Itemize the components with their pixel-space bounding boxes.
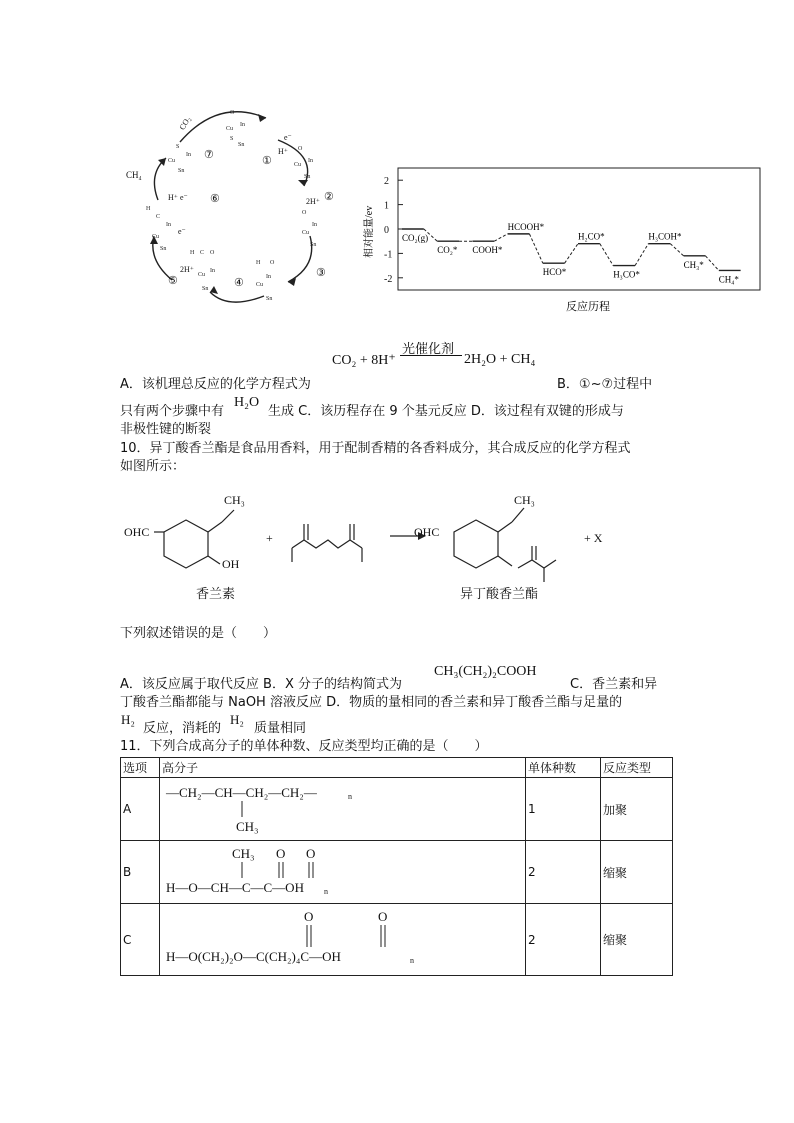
step-1: ① [262,155,272,167]
row-a-count: 1 [526,778,601,841]
svg-text:Cu: Cu [226,126,234,132]
species-label: COOH* [472,245,503,256]
table-header-row [121,758,673,778]
ch4-label: CH₄ [126,170,142,180]
two-h-label-2: 2H⁺ [180,265,194,274]
product-name: 异丁酸香兰酯 [460,586,539,601]
row-c-count: 2 [526,904,601,976]
vanillin-ohc: OHC [124,525,150,539]
svg-text:In: In [240,122,245,128]
vanillin-oh: OH [222,557,240,571]
equation-catalyst: 光催化剂 [402,341,455,356]
polymer-c-structure [162,905,452,971]
q10-answer-line2: 丁酸香兰酯都能与 NaOH 溶液反应 D．物质的量相同的香兰素和异丁酸香兰酯与足量的 [120,695,623,710]
co2-label: CO₂ [177,114,193,132]
svg-text:O: O [306,845,316,861]
product-ch3: CH₃ [514,493,535,507]
table-row [121,778,673,841]
svg-text:S: S [230,136,234,142]
q11-table [120,757,673,976]
row-b-polymer [160,841,526,904]
step-6: ⑥ [210,193,220,205]
svg-text:In: In [308,158,313,164]
product-ohc: OHC [414,525,440,539]
table-row [121,841,673,904]
svg-text:H: H [146,206,151,212]
svg-text:O: O [210,250,215,256]
svg-text:O: O [304,909,314,924]
reaction-equation [332,338,562,370]
step-3: ③ [316,267,326,279]
h-label-1: H⁺ [278,147,288,156]
table-row [121,904,673,976]
svg-text:In: In [266,274,271,280]
step-4: ④ [234,277,244,289]
energy-connector [705,256,718,271]
svg-text:C: C [156,214,161,220]
equation-arrow [400,355,462,356]
svg-text:O: O [270,260,275,266]
row-c-polymer [160,904,526,976]
svg-text:Sn: Sn [266,296,273,302]
step-5: ⑤ [168,275,178,287]
svg-text:Cu: Cu [152,234,160,240]
vanillin-ring [164,520,208,568]
chart-frame [398,168,760,290]
two-h-label-1: 2H⁺ [306,197,320,206]
q10-answer-line3-a: 反应，消耗的 [143,721,222,736]
svg-text:In: In [166,222,171,228]
q10-question: 下列叙述错误的是（ ） [120,626,277,641]
svg-text:Sn: Sn [178,168,185,174]
row-c-option: C [121,904,160,976]
q9-option-b: B．①~⑦过程中 [557,377,653,392]
q10-stem-2: 如图所示： [120,459,186,474]
energy-connector [635,244,648,266]
anhydride-chain [292,540,362,548]
species-label: CH₄* [718,274,739,285]
q11-stem: 11．下列合成高分子的单体种数、反应类型均正确的是（ ） [120,739,488,754]
q10-h2-2: H₂ [230,712,244,727]
cycle-arc-top [177,112,266,142]
svg-text:In: In [210,268,215,274]
svg-text:O: O [302,210,307,216]
species-label: HCO* [542,267,567,278]
equation-left: CO₂ + 8H⁺ [332,353,396,368]
row-a-type: 加聚 [601,778,673,841]
chart-xlabel: 反应历程 [566,301,610,313]
hplus-e-label: H⁺ e⁻ [168,193,188,202]
svg-text:Cu: Cu [294,162,302,168]
step-7: ⑦ [204,149,214,161]
species-label: H₃CO* [613,269,640,280]
svg-text:In: In [186,152,191,158]
q10-answer-line1-b: C．香兰素和异 [570,677,658,692]
q9-line3: 非极性键的断裂 [120,422,212,437]
svg-text:H—O(CH₂)₂O—C(CH₂)₄C—OH: H—O(CH₂)₂O—C(CH₂)₄C—OH [166,949,341,964]
q10-stem-1: 10．异丁酸香兰酯是食品用香料，用于配制香精的各香料成分，其合成反应的化学方程式 [120,441,631,456]
energy-connector [670,244,683,256]
y-tick-label: 2 [384,176,389,188]
q9-option-a: A．该机理总反应的化学方程式为 [120,377,311,392]
species-label: H₂CO* [578,231,605,242]
species-label: CO₂(g) [402,233,429,243]
energy-connector [494,234,507,241]
row-c-type: 缩聚 [601,904,673,976]
svg-text:S: S [176,144,180,150]
svg-text:In: In [312,222,317,228]
svg-text:Cu: Cu [256,282,264,288]
svg-text:n: n [410,956,414,965]
energy-connector [600,244,613,266]
q9-line2-a: 只有两个步骤中有 [120,404,225,419]
svg-text:O: O [298,146,303,152]
vanillin-name: 香兰素 [196,586,236,601]
q10-answer-line3-b: 质量相同 [254,721,307,736]
svg-text:Sn: Sn [238,142,245,148]
species-label: CH₃* [683,259,704,270]
energy-profile-chart [360,164,770,314]
svg-text:Sn: Sn [160,246,167,252]
svg-text:H: H [256,260,261,266]
species-label: HCOOH* [507,221,545,232]
species-label: CO₂* [437,245,458,256]
y-tick-label: -1 [384,249,393,261]
svg-text:Sn: Sn [304,174,311,180]
e-label-1: e⁻ [284,133,292,142]
product-ring [454,520,498,568]
svg-text:Cu: Cu [198,272,206,278]
reaction-plus: + [266,531,273,545]
svg-text:CH₃: CH₃ [232,845,255,861]
cycle-arc-bottom [210,292,264,302]
chart-ylabel: 相对能量/ev [364,205,375,258]
byproduct-x: + X [584,531,603,545]
mechanism-cycle-diagram [118,96,380,318]
equation-right: 2H₂O + CH₄ [464,352,536,367]
polymer-b-structure [162,842,372,900]
species-label: H₃COH* [648,231,682,242]
svg-text:Sn: Sn [202,286,209,292]
row-b-option: B [121,841,160,904]
header-option: 选项 [121,758,160,778]
svg-text:O: O [276,845,286,861]
svg-text:CH₃: CH₃ [236,818,259,834]
q9-h2o: H₂O [234,395,260,410]
svg-text:O: O [378,909,388,924]
svg-text:H—O—CH—C—C—OH: H—O—CH—C—C—OH [166,879,304,895]
y-tick-label: 0 [384,225,389,236]
svg-text:n: n [348,791,352,801]
q10-reaction-scheme [124,490,624,606]
polymer-a-structure [162,779,362,837]
energy-connector [565,244,578,264]
header-monomer-count: 单体种数 [526,758,601,778]
energy-connector [529,234,542,263]
svg-text:Sn: Sn [310,242,317,248]
y-tick-label: 1 [384,200,389,212]
header-reaction-type: 反应类型 [601,758,673,778]
row-a-polymer [160,778,526,841]
cycle-arc-right2 [288,236,312,282]
svg-text:C: C [200,250,205,256]
svg-text:O: O [230,110,235,116]
header-polymer: 高分子 [160,758,526,778]
q9-line2-b: 生成 C．该历程存在 9 个基元反应 D．该过程有双键的形成与 [268,404,624,419]
row-b-count: 2 [526,841,601,904]
q10-formula: CH₃(CH₂)₂COOH [434,664,537,679]
svg-text:n: n [324,886,328,896]
y-tick-label: -2 [384,273,393,285]
step-2: ② [324,191,334,203]
row-b-type: 缩聚 [601,841,673,904]
q10-answer-line1-a: A．该反应属于取代反应 B．X 分子的结构简式为 [120,677,402,692]
q10-h2-1: H₂ [121,712,135,727]
e-label-2: e⁻ [178,227,186,236]
vanillin-ch3: CH₃ [224,493,245,507]
svg-text:H: H [190,250,195,256]
svg-text:Cu: Cu [302,230,310,236]
row-a-option: A [121,778,160,841]
svg-text:—CH₂—CH—CH₂—CH₂—: —CH₂—CH—CH₂—CH₂— [166,784,317,800]
svg-text:Cu: Cu [168,158,176,164]
